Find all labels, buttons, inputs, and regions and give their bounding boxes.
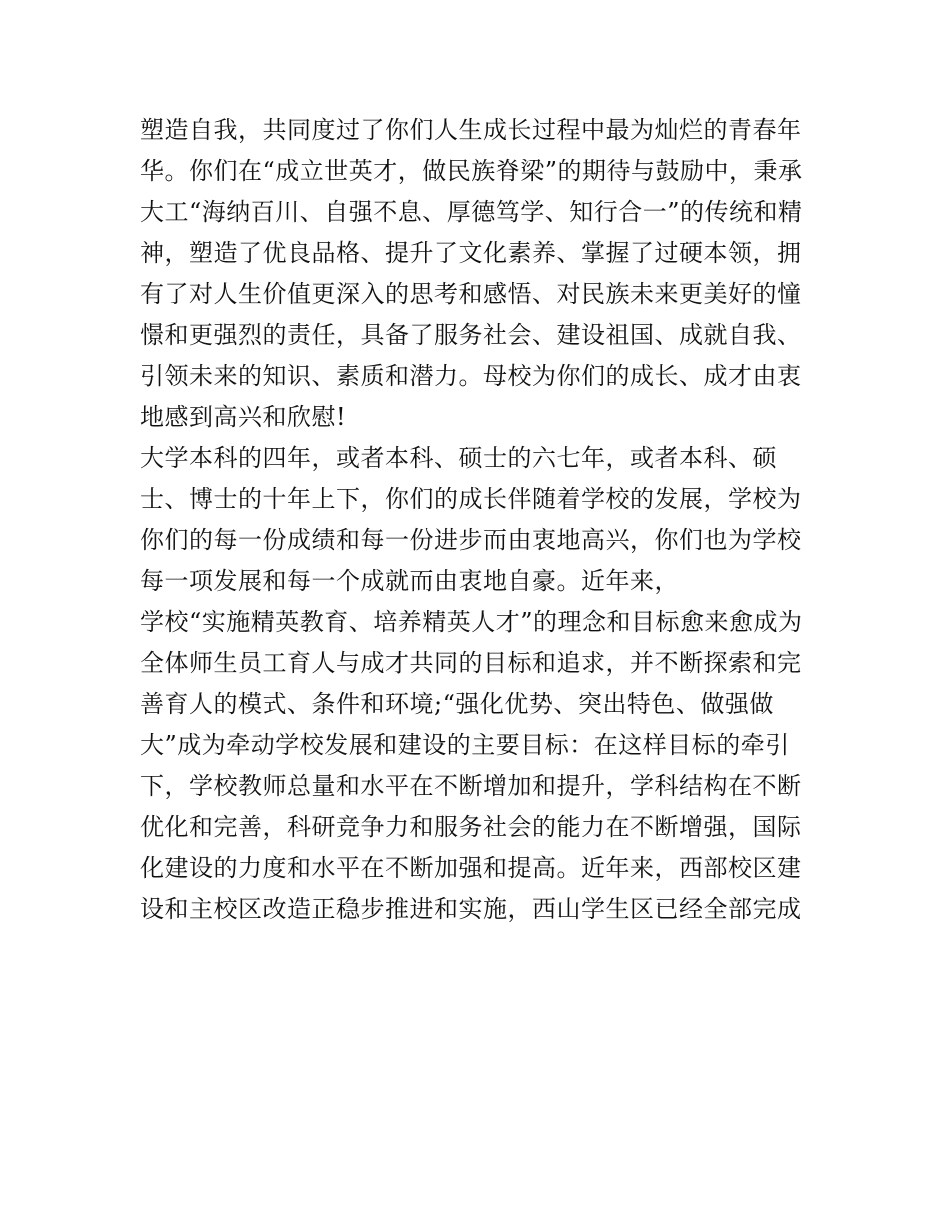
text-line: 设和主校区改造正稳步推进和实施，西山学生区已经全部完成 — [140, 895, 802, 923]
text-line: 引领未来的知识、素质和潜力。母校为你们的成长、成才由衷 — [140, 362, 802, 390]
text-line: 优化和完善，科研竞争力和服务社会的能力在不断增强，国际 — [140, 813, 802, 841]
body-text — [140, 110, 820, 930]
text-line: 你们的每一份成绩和每一份进步而由衷地高兴，你们也为学校 — [140, 526, 802, 554]
text-line: 华。你们在“成立世英才，做民族脊梁”的期待与鼓励中，秉承 — [140, 157, 803, 185]
text-line: 憬和更强烈的责任，具备了服务社会、建设祖国、成就自我、 — [140, 321, 802, 349]
text-line: 下，学校教师总量和水平在不断增加和提升，学科结构在不断 — [140, 772, 802, 800]
text-line: 化建设的力度和水平在不断加强和提高。近年来，西部校区建 — [140, 854, 802, 882]
text-line: 大工“海纳百川、自强不息、厚德笃学、知行合一”的传统和精 — [140, 198, 803, 226]
text-line: 神，塑造了优良品格、提升了文化素养、掌握了过硬本领，拥 — [140, 239, 802, 267]
text-line: 士、博士的十年上下，你们的成长伴随着学校的发展，学校为 — [140, 485, 802, 513]
text-line: 善育人的模式、条件和环境;“强化优势、突出特色、做强做 — [140, 690, 774, 718]
text-line: 全体师生员工育人与成才共同的目标和追求，并不断探索和完 — [140, 649, 802, 677]
text-line: 塑造自我，共同度过了你们人生成长过程中最为灿烂的青春年 — [140, 116, 802, 144]
text-line: 大学本科的四年，或者本科、硕士的六七年，或者本科、硕 — [140, 444, 777, 472]
text-line: 大”成为牵动学校发展和建设的主要目标：在这样目标的牵引 — [140, 731, 790, 759]
text-line: 地感到高兴和欣慰! — [140, 403, 347, 431]
text-line: 每一项发展和每一个成就而由衷地自豪。近年来， — [140, 567, 679, 595]
text-line: 有了对人生价值更深入的思考和感悟、对民族未来更美好的憧 — [140, 280, 802, 308]
text-line: 学校“实施精英教育、培养精英人才”的理念和目标愈来愈成为 — [140, 608, 803, 636]
